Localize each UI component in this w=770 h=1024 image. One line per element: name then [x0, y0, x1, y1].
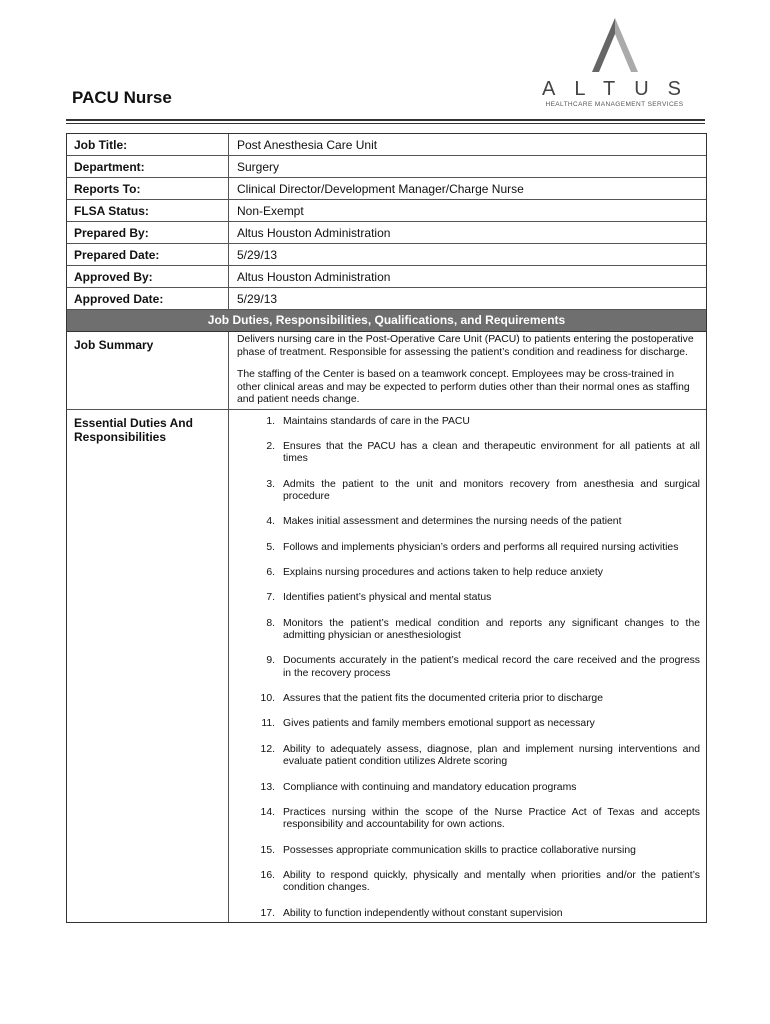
job-summary-text	[228, 332, 706, 409]
summary-paragraph: Delivers nursing care in the Post-Operative Care Unit (PACU) to patients entering the postoperative phase of treatment. Responsible for assessing the patient’s condition and readiness for discharge.	[237, 334, 694, 358]
duty-text: Maintains standards of care in the PACU	[283, 415, 470, 427]
info-value: Altus Houston Administration	[228, 266, 706, 287]
duty-item	[237, 718, 700, 731]
duty-number: 1.	[266, 415, 275, 427]
duty-number: 7.	[266, 592, 275, 604]
job-summary-label: Job Summary	[74, 338, 154, 352]
altus-logo	[532, 8, 700, 108]
info-row-department	[67, 156, 706, 178]
info-row-prepared-by	[67, 222, 706, 244]
duty-number: 6.	[266, 566, 275, 578]
duty-text: Makes initial assessment and determines the nursing needs of the patient	[283, 516, 622, 528]
job-summary-section	[67, 332, 706, 410]
duty-item	[237, 479, 700, 504]
duty-item	[237, 542, 700, 555]
duty-number: 8.	[266, 617, 275, 629]
logo-tagline: HEALTHCARE MANAGEMENT SERVICES	[545, 101, 684, 108]
info-row-approved-date	[67, 288, 706, 310]
duty-item	[237, 782, 700, 795]
altus-triangle-icon	[586, 16, 644, 74]
info-row-approved-by	[67, 266, 706, 288]
info-row-prepared-date	[67, 244, 706, 266]
duty-text: Assures that the patient fits the documented criteria prior to discharge	[283, 693, 603, 705]
duty-item	[237, 693, 700, 706]
duty-text: Ability to adequately assess, diagnose, plan and implement nursing interventions and evaluate patient condition utilizes Aldrete scoring	[283, 743, 700, 768]
duties-list	[237, 412, 700, 921]
duties-list-container	[228, 410, 706, 923]
duty-text: Possesses appropriate communication skills to practice collaborative nursing	[283, 844, 636, 856]
info-label: Prepared By:	[74, 226, 149, 240]
duty-item	[237, 516, 700, 529]
info-value: Surgery	[228, 156, 706, 177]
duty-text: Follows and implements physician’s orders and performs all required nursing activities	[283, 541, 679, 553]
info-row-flsa-status	[67, 200, 706, 222]
info-label: Job Title:	[74, 138, 128, 152]
info-row-job-title	[67, 134, 706, 156]
logo-wordmark: ALTUS	[542, 78, 700, 100]
page-title: PACU Nurse	[72, 88, 172, 107]
duty-item	[237, 618, 700, 643]
duty-item	[237, 908, 700, 921]
title-rule-thin	[66, 123, 705, 124]
duty-number: 15.	[260, 844, 275, 856]
duty-item	[237, 592, 700, 605]
duty-text: Identifies patient’s physical and mental status	[283, 592, 492, 604]
section-header: Job Duties, Responsibilities, Qualifications, and Requirements	[67, 310, 706, 332]
duty-text: Ability to function independently without constant supervision	[283, 907, 563, 919]
info-row-reports-to	[67, 178, 706, 200]
duty-item	[237, 416, 700, 429]
info-label: Department:	[74, 160, 145, 174]
duty-text: Compliance with continuing and mandatory education programs	[283, 781, 577, 793]
duty-number: 4.	[266, 516, 275, 528]
job-description-table	[66, 133, 707, 923]
duty-number: 3.	[266, 478, 275, 490]
duty-text: Ability to respond quickly, physically and mentally when priorities and/or the patient’s condition changes.	[283, 869, 700, 894]
duty-item	[237, 870, 700, 895]
duty-text: Documents accurately in the patient’s medical record the care received and the progress in the recovery process	[283, 655, 700, 679]
duty-number: 16.	[260, 869, 275, 881]
title-rule	[66, 119, 705, 121]
info-value: Post Anesthesia Care Unit	[228, 134, 706, 155]
duties-label: Essential Duties And Responsibilities	[74, 415, 193, 444]
info-label: Prepared Date:	[74, 248, 160, 262]
duty-text: Practices nursing within the scope of the Nurse Practice Act of Texas and accepts responsibility and accountability for own actions.	[283, 806, 700, 831]
info-value: Clinical Director/Development Manager/Charge Nurse	[228, 178, 706, 199]
duty-text: Gives patients and family members emotional support as necessary	[283, 718, 595, 730]
duty-number: 14.	[260, 806, 275, 818]
duty-text: Monitors the patient’s medical condition and reports any significant changes to the admitting physician or anesthesiologist	[283, 617, 700, 642]
duty-number: 11.	[261, 718, 275, 730]
duty-text: Ensures that the PACU has a clean and therapeutic environment for all patients at all times	[283, 440, 700, 465]
info-value: Altus Houston Administration	[228, 222, 706, 243]
duty-item	[237, 567, 700, 580]
duty-item	[237, 441, 700, 466]
info-label: Approved Date:	[74, 292, 164, 306]
info-value: 5/29/13	[228, 244, 706, 265]
duties-section	[67, 410, 706, 923]
info-value: 5/29/13	[228, 288, 706, 309]
duty-number: 13.	[260, 781, 275, 793]
duty-number: 10.	[260, 693, 275, 705]
duty-number: 5.	[266, 541, 275, 553]
duty-item	[237, 744, 700, 769]
info-label: FLSA Status:	[74, 204, 149, 218]
duty-item	[237, 845, 700, 858]
duty-text: Explains nursing procedures and actions taken to help reduce anxiety	[283, 566, 603, 578]
duty-number: 9.	[266, 655, 275, 667]
duty-item	[237, 655, 700, 680]
info-label: Reports To:	[74, 182, 141, 196]
duty-item	[237, 807, 700, 832]
info-label: Approved By:	[74, 270, 153, 284]
duty-number: 2.	[266, 440, 275, 452]
duty-text: Admits the patient to the unit and monitors recovery from anesthesia and surgical procedure	[283, 478, 700, 503]
info-value: Non-Exempt	[228, 200, 706, 221]
summary-paragraph: The staffing of the Center is based on a teamwork concept. Employees may be cross-trained in other clinical areas and may be expected to perform duties other than their normal ones as staffing and patient needs change.	[237, 369, 690, 405]
duty-number: 17.	[260, 907, 275, 919]
duty-number: 12.	[260, 743, 275, 755]
